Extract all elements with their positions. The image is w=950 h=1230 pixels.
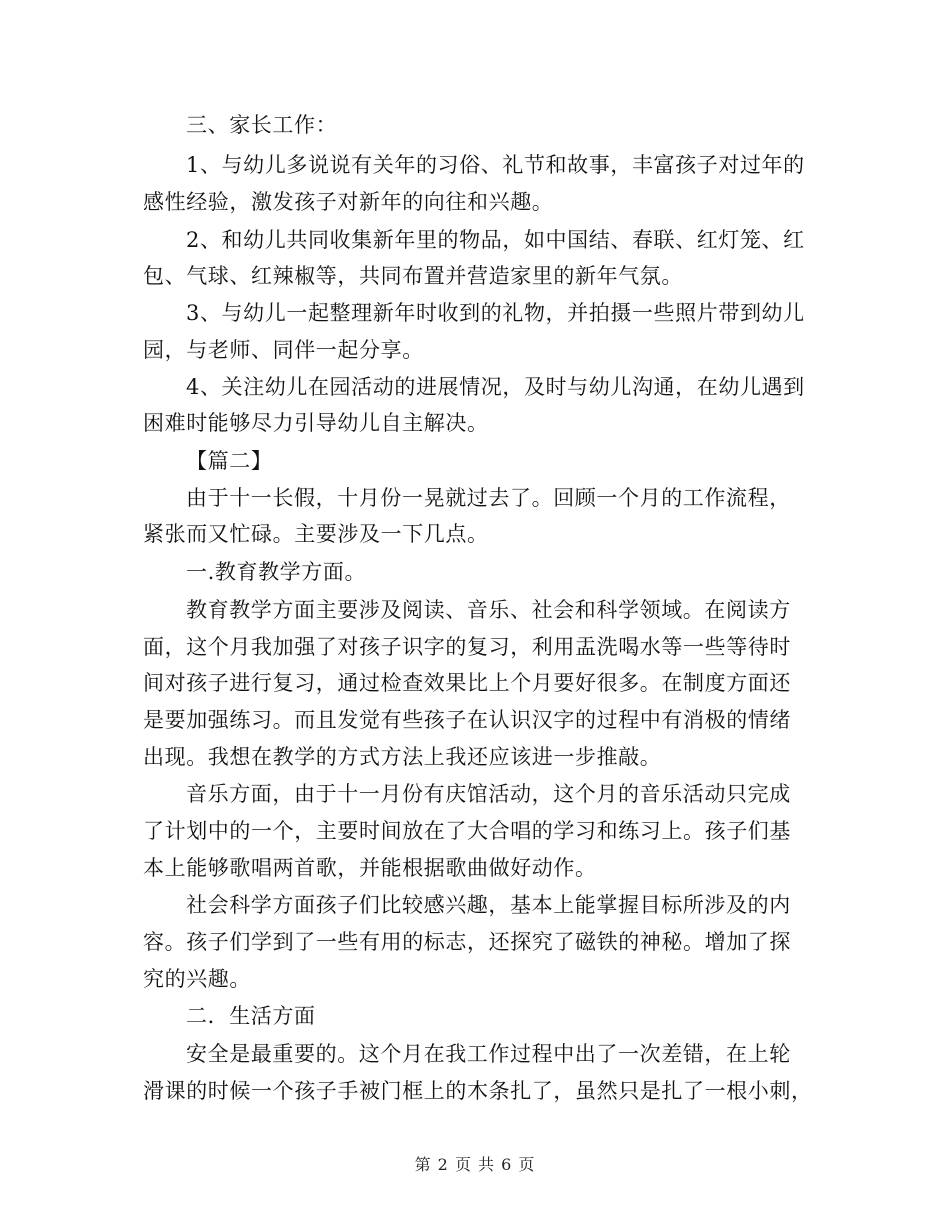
section-heading-parent-work: 三、家长工作： xyxy=(186,113,338,137)
paragraph-line: 紧张而又忙碌。主要涉及一下几点。 xyxy=(143,522,489,546)
section-heading-daily-life: 二．生活方面 xyxy=(186,1004,316,1028)
paragraph-line: 面，这个月我加强了对孩子识字的复习，利用盂洗喝水等一些等待时 xyxy=(143,635,791,659)
paragraph-line: 2、和幼儿共同收集新年里的物品，如中国结、春联、红灯笼、红 xyxy=(186,228,805,252)
paragraph-line: 4、关注幼儿在园活动的进展情况，及时与幼儿沟通，在幼儿遇到 xyxy=(186,375,805,399)
paragraph-line: 感性经验，激发孩子对新年的向往和兴趣。 xyxy=(143,190,554,214)
paragraph-line: 困难时能够尽力引导幼儿自主解决。 xyxy=(143,411,489,435)
paragraph-line: 容。孩子们学到了一些有用的标志，还探究了磁铁的神秘。增加了探 xyxy=(143,930,791,954)
page-number-footer: 第 2 页 共 6 页 xyxy=(414,1155,536,1174)
paragraph-line: 包、气球、红辣椒等，共同布置并营造家里的新年气氛。 xyxy=(143,264,683,288)
paragraph-line: 1、与幼儿多说说有关年的习俗、礼节和故事，丰富孩子对过年的 xyxy=(186,153,805,177)
section-heading-part-two: 【篇二】 xyxy=(186,449,273,473)
paragraph-line: 教育教学方面主要涉及阅读、音乐、社会和科学领域。在阅读方 xyxy=(186,598,791,622)
section-heading-teaching: 一.教育教学方面。 xyxy=(186,560,367,584)
paragraph-line: 由于十一长假，十月份一晃就过去了。回顾一个月的工作流程， xyxy=(186,486,791,510)
paragraph-line: 滑课的时候一个孩子手被门框上的木条扎了，虽然只是扎了一根小刺， xyxy=(143,1079,813,1103)
paragraph-line: 是要加强练习。而且发觉有些孩子在认识汉字的过程中有消极的情绪 xyxy=(143,708,791,732)
paragraph-line: 音乐方面，由于十一月份有庆馆活动，这个月的音乐活动只完成 xyxy=(186,782,791,806)
paragraph-line: 究的兴趣。 xyxy=(143,967,251,991)
paragraph-line: 出现。我想在教学的方式方法上我还应该进一步推敲。 xyxy=(143,745,662,769)
paragraph-line: 本上能够歌唱两首歌，并能根据歌曲做好动作。 xyxy=(143,856,597,880)
paragraph-line: 间对孩子进行复习，通过检查效果比上个月要好很多。在制度方面还 xyxy=(143,671,791,695)
paragraph-line: 3、与幼儿一起整理新年时收到的礼物，并拍摄一些照片带到幼儿 xyxy=(186,301,805,325)
paragraph-line: 社会科学方面孩子们比较感兴趣，基本上能掌握目标所涉及的内 xyxy=(186,893,791,917)
paragraph-line: 了计划中的一个，主要时间放在了大合唱的学习和练习上。孩子们基 xyxy=(143,819,791,843)
paragraph-line: 安全是最重要的。这个月在我工作过程中出了一次差错，在上轮 xyxy=(186,1042,791,1066)
paragraph-line: 园，与老师、同伴一起分享。 xyxy=(143,338,424,362)
